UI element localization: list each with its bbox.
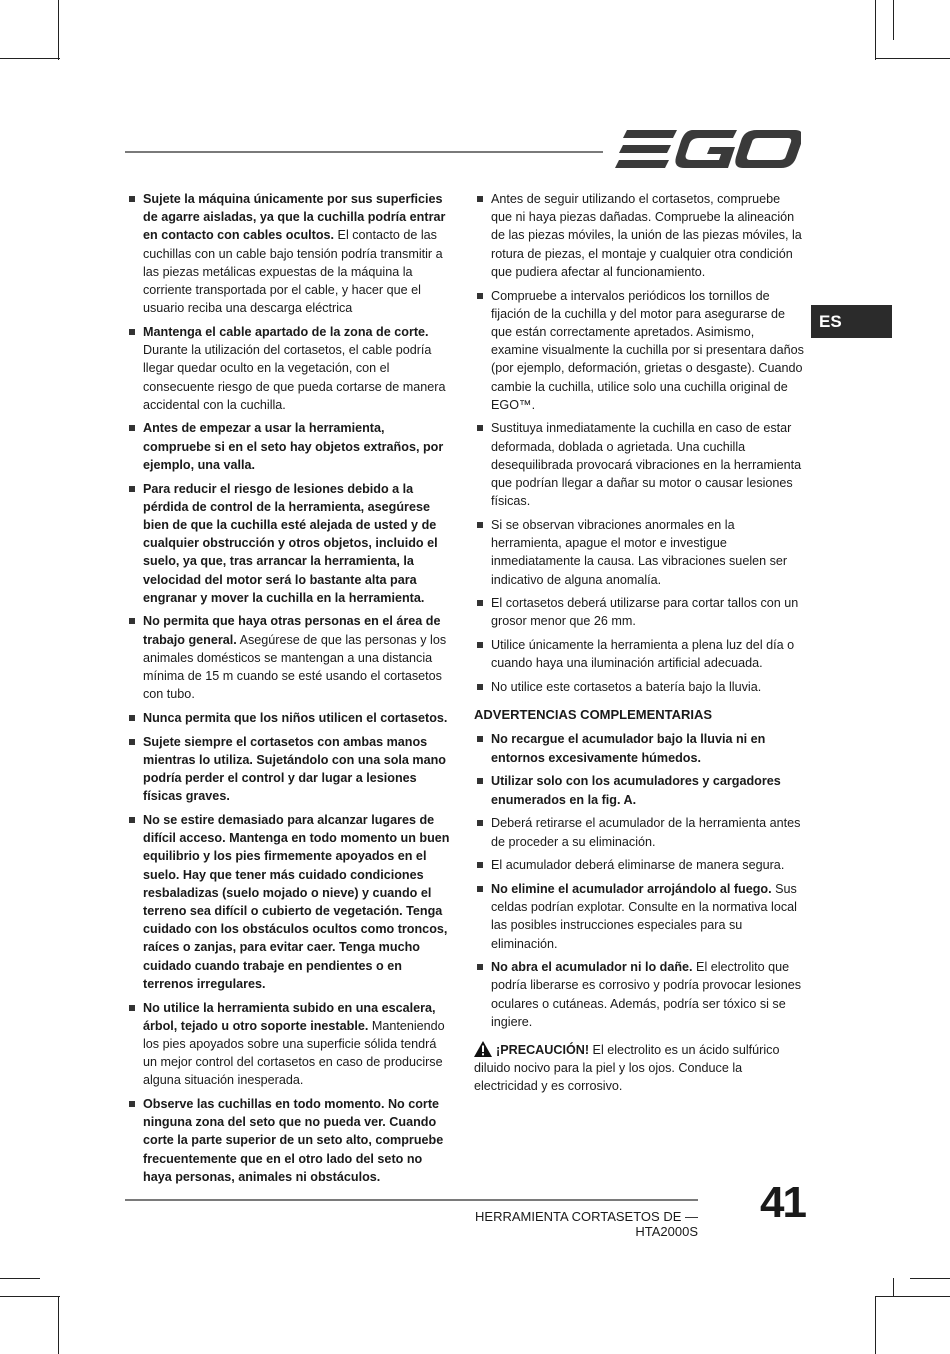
safety-list-left <box>126 190 450 1186</box>
crop-mark <box>910 1278 950 1279</box>
left-column <box>126 190 450 1192</box>
list-item-bold: Para reducir el riesgo de lesiones debido a la pérdida de control de la herramienta, asegúrese bien de que la cuchilla esté alejada de usted y de cualquier obstrucción y otros objetos, incluido el suelo, ya que, tras arrancar la herramienta, la velocidad del motor será lo bastante alta para engranar y mover la cuchilla en la herramienta. <box>143 481 438 605</box>
list-item-bold: No abra el acumulador ni lo dañe. <box>491 960 693 975</box>
list-item-text: El contacto de las cuchillas con un cable bajo tensión podría transmitir a las piezas metálicas expuestas de la máquina la corriente transportada por el cable, y hacer que el usuario reciba una descarga eléctrica <box>143 228 443 316</box>
list-item-text: Manteniendo los pies apoyados sobre una superficie sólida tendrá un mejor control del cortasetos en caso de producirse alguna situación inesperada. <box>143 1018 445 1088</box>
list-item <box>126 709 450 727</box>
list-item-text: No utilice este cortasetos a batería bajo la lluvia. <box>491 680 762 695</box>
crop-mark <box>893 0 894 40</box>
list-item <box>126 811 450 993</box>
list-item <box>126 480 450 607</box>
list-item <box>474 636 804 672</box>
footer-rule <box>125 1199 698 1201</box>
crop-mark <box>0 1278 40 1279</box>
list-item <box>126 323 450 414</box>
crop-mark <box>58 0 59 60</box>
list-item <box>474 730 804 766</box>
crop-mark <box>875 58 950 59</box>
list-item-bold: No recargue el acumulador bajo la lluvia ni en entornos excesivamente húmedos. <box>491 732 766 765</box>
list-item-bold: No permita que haya otras personas en el área de trabajo general. <box>143 614 441 647</box>
list-item <box>474 772 804 808</box>
caution-text: El electrolito es un ácido sulfúrico diluido nocivo para la piel y los ojos. Conduce la electricidad y es corrosivo. <box>474 1043 780 1094</box>
caution-note <box>474 1041 804 1096</box>
page-number: 41 <box>760 1178 805 1227</box>
list-item-text: Si se observan vibraciones anormales en la herramienta, apague el motor e investigue inmediatamente la causa. Las vibraciones suelen ser indicativo de alguna anomalía. <box>491 517 788 587</box>
battery-warnings-list <box>474 730 804 1031</box>
list-item-bold: Antes de empezar a usar la herramienta, compruebe si en el seto hay objetos extraños, por ejemplo, una valla. <box>143 421 444 472</box>
list-item-text: Durante la utilización del cortasetos, el cable podría llegar quedar oculto en la vegetación, con el consecuente riesgo de que pueda cortarse de manera accidental con la cuchilla. <box>143 343 446 412</box>
list-item-text: Utilice únicamente la herramienta a plena luz del día o cuando haya una iluminación artificial adecuada. <box>491 638 795 671</box>
list-item-text: Compruebe a intervalos periódicos los tornillos de fijación de la cuchilla y del motor para asegurarse de que están correctamente apretados. Asimismo, examine visualmente la cuchilla por si presentara daños (por ejemplo, deformación, grietas o desgaste). Cuando cambie la cuchilla, utilice solo una cuchilla original de EGO™. <box>491 288 804 412</box>
list-item-text: El cortasetos deberá utilizarse para cortar tallos con un grosor menor que 26 mm. <box>491 596 799 629</box>
list-item <box>474 880 804 953</box>
list-item-text: Sustituya inmediatamente la cuchilla en caso de estar deformada, doblada o agrietada. Una cuchilla desequilibrada provocará vibraciones en la herramienta que podrían llegar a dañar su motor o causar lesiones físicas. <box>491 421 802 509</box>
crop-mark <box>875 0 876 60</box>
list-item <box>474 419 804 510</box>
crop-mark <box>893 1278 894 1296</box>
list-item <box>126 999 450 1090</box>
ego-logo <box>615 128 801 172</box>
list-item-text: Antes de seguir utilizando el cortasetos, compruebe que ni haya piezas dañadas. Compruebe la alineación de las piezas móviles, la unión de las piezas móviles, la rotura de piezas, el montaje y cualquier otra condición que pudiera afectar al funcionamiento. <box>491 192 802 279</box>
list-item-bold: Utilizar solo con los acumuladores y cargadores enumerados en la fig. A. <box>491 774 781 807</box>
crop-mark <box>58 1296 59 1354</box>
header-rule <box>125 151 603 153</box>
list-item-bold: Nunca permita que los niños utilicen el cortasetos. <box>143 710 448 725</box>
list-item-bold: Mantenga el cable apartado de la zona de corte. <box>143 324 429 339</box>
right-column <box>474 190 804 1096</box>
list-item-text: El acumulador deberá eliminarse de manera segura. <box>491 858 785 873</box>
list-item-bold: Sujete siempre el cortasetos con ambas manos mientras lo utiliza. Sujetándolo con una sola mano podría perder el control y dar lugar a lesiones físicas graves. <box>143 734 446 804</box>
list-item-bold: No utilice la herramienta subido en una escalera, árbol, tejado u otro soporte inestable. <box>143 1000 436 1033</box>
list-item-bold: Observe las cuchillas en todo momento. No corte ninguna zona del seto que no pueda ver. Cuando corte la parte superior de un seto alto, compruebe frecuentemente que en el otro lado del seto no haya personas, animales ni obstáculos. <box>143 1097 444 1184</box>
list-item <box>474 814 804 850</box>
list-item <box>474 287 804 414</box>
crop-mark <box>875 1296 950 1297</box>
list-item <box>474 594 804 630</box>
warning-icon <box>474 1041 492 1057</box>
list-item-bold: No elimine el acumulador arrojándolo al fuego. <box>491 881 772 896</box>
safety-list-right <box>474 190 804 696</box>
crop-mark <box>875 1296 876 1354</box>
list-item-bold: Sujete la máquina únicamente por sus superficies de agarre aisladas, ya que la cuchilla podría entrar en contacto con cables ocultos. <box>143 192 446 243</box>
list-item <box>126 733 450 806</box>
list-item <box>126 1095 450 1186</box>
list-item <box>474 958 804 1031</box>
list-item-text: Sus celdas podrían explotar. Consulte en la normativa local las posibles instrucciones especiales para su eliminación. <box>491 881 797 951</box>
list-item <box>474 190 804 281</box>
list-item <box>126 612 450 703</box>
list-item <box>474 856 804 874</box>
section-heading: ADVERTENCIAS COMPLEMENTARIAS <box>474 707 713 723</box>
footer-title: HERRAMIENTA CORTASETOS DE — HTA2000S <box>475 1209 698 1239</box>
list-item <box>474 516 804 589</box>
crop-mark <box>0 58 60 59</box>
caution-label: ¡PRECAUCIÓN! <box>496 1043 590 1058</box>
list-item-bold: No se estire demasiado para alcanzar lugares de difícil acceso. Mantenga en todo momento un buen equilibrio y los pies firmemente apoyados en el suelo. Hay que tener más cuidado condiciones resbaladizas (suelo mojado o nieve) y cuando el terreno sea difícil o cubierto de vegetación. Tenga cuidado con los obstáculos ocultos como troncos, raíces o zanjas, para evitar caer. Tenga mucho cuidado cuando trabaje en pendientes o en terrenos irregulares. <box>143 813 450 991</box>
list-item <box>126 190 450 317</box>
list-item-text: El electrolito que podría liberarse es corrosivo y podría provocar lesiones oculares o cutáneas. Además, podría ser tóxico si se ingiere. <box>491 960 802 1029</box>
list-item-text: Deberá retirarse el acumulador de la herramienta antes de proceder a su eliminación. <box>491 816 801 849</box>
list-item <box>126 419 450 474</box>
crop-mark <box>0 1296 60 1297</box>
language-tab: ES <box>811 305 892 338</box>
list-item-text: Asegúrese de que las personas y los animales domésticos se mantengan a una distancia mínima de 15 m cuando se esté usando el cortasetos con tubo. <box>143 632 447 702</box>
list-item <box>474 678 804 696</box>
